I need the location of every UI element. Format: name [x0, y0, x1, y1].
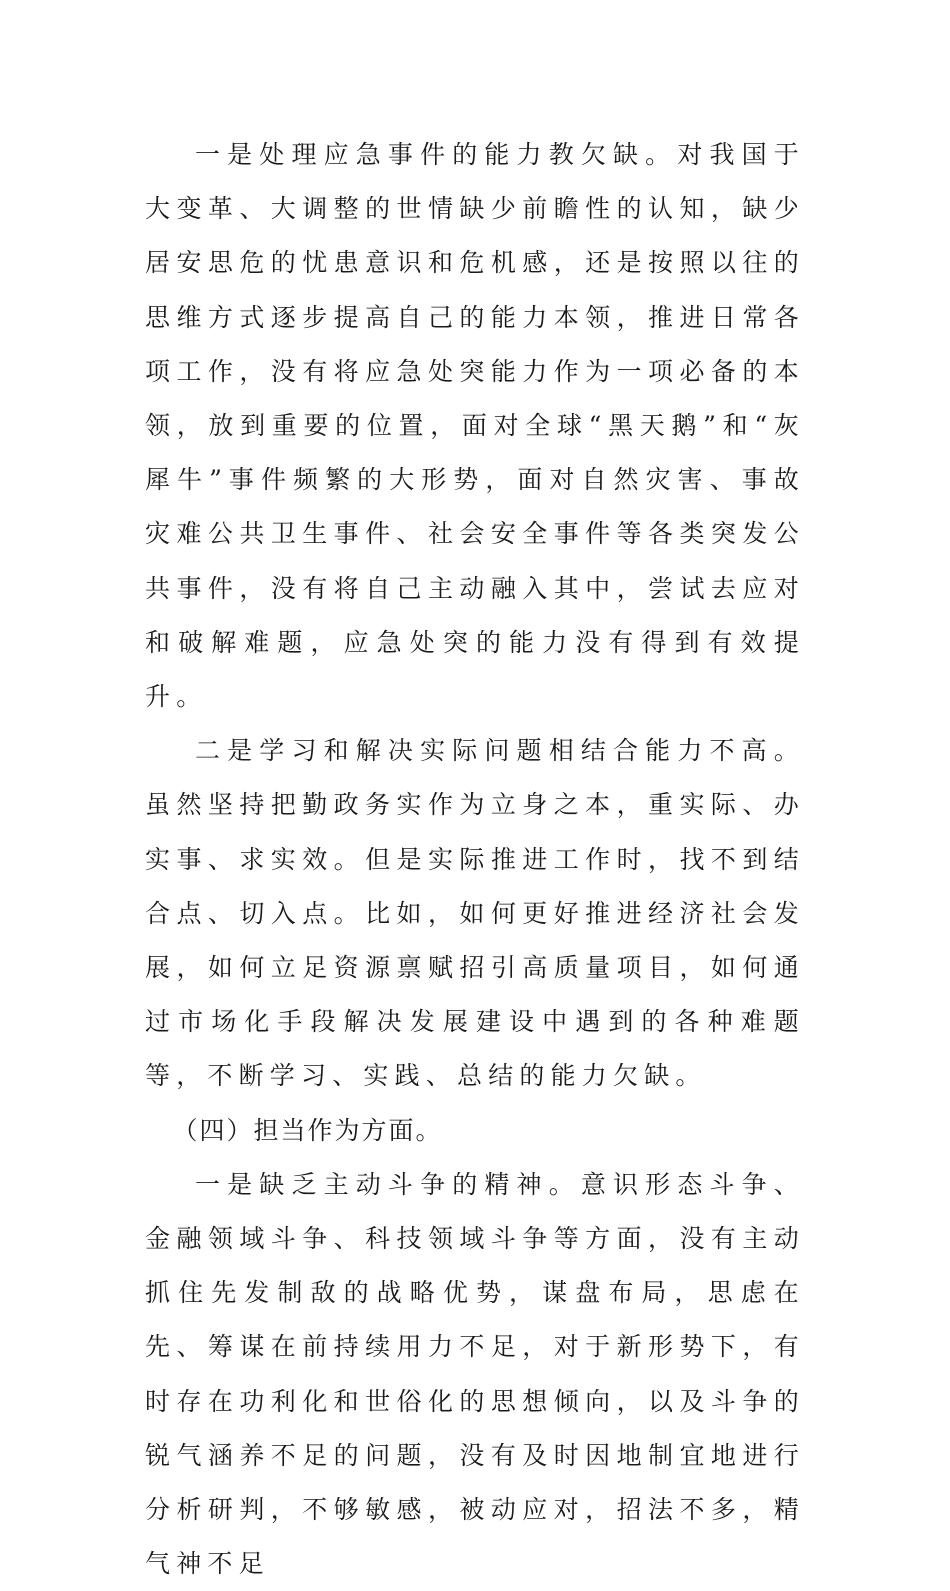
paragraph-practical-problems: 二是学习和解决实际问题相结合能力不高。虽然坚持把勤政务实作为立身之本，重实际、办实事、求实效。但是实际推进工作时，找不到结合点、切入点。比如，如何更好推进经济社会发展，如何立足资源禀赋招引高质量项目，如何通过市场化手段解决发展建设中遇到的各种难题等，不断学习、实践、总结的能力欠缺。 [145, 736, 805, 1091]
document-body [145, 128, 805, 1591]
paragraph-struggle-spirit: 一是缺乏主动斗争的精神。意识形态斗争、金融领域斗争、科技领域斗争等方面，没有主动抓住先发制敌的战略优势，谋盘布局，思虑在先、筹谋在前持续用力不足，对于新形势下，有时存在功利化和世俗化的思想倾向，以及斗争的锐气涵养不足的问题，没有及时因地制宜地进行分析研判，不够敏感，被动应对，招法不多，精气神不足 [145, 1169, 805, 1579]
paragraph-emergency-capability: 一是处理应急事件的能力教欠缺。对我国于大变革、大调整的世情缺少前瞻性的认知，缺少居安思危的忧患意识和危机感，还是按照以往的思维方式逐步提高自己的能力本领，推进日常各项工作，没有将应急处突能力作为一项必备的本领，放到重要的位置，面对全球“黑天鹅”和“灰犀牛”事件频繁的大形势，面对自然灾害、事故灾难公共卫生事件、社会安全事件等各类突发公共事件，没有将自己主动融入其中，尝试去应对和破解难题，应急处突的能力没有得到有效提升。 [145, 140, 805, 712]
section-heading: （四）担当作为方面。 [172, 1115, 443, 1145]
